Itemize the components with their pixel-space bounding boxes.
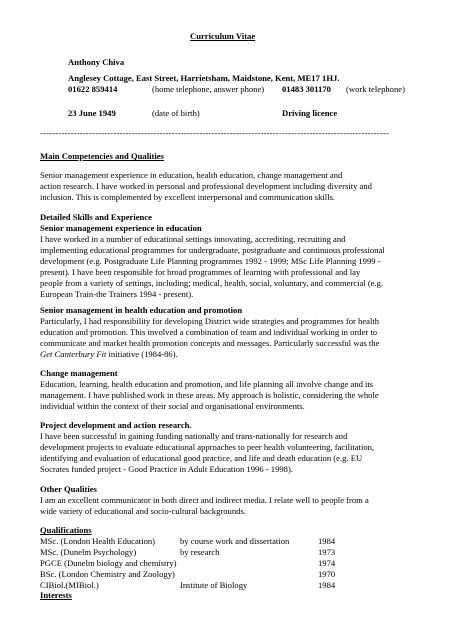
skills-heading: Detailed Skills and Experience xyxy=(40,212,152,222)
change-management-heading: Change management xyxy=(40,368,118,378)
paragraph-line: Socrates funded project - Good Practice in Adult Education 1996 - 1998). xyxy=(40,464,293,475)
paragraph-line: individual within the context of their social and organisational environments. xyxy=(40,401,305,412)
home-phone-note: (home telephone, answer phone) xyxy=(152,84,265,94)
divider-line: ------------------------------------------------------------------------------------------------------------------ xyxy=(40,128,390,138)
paragraph-line: wide variety of educational and socio-cultural backgrounds. xyxy=(40,506,246,517)
paragraph-line: Education, learning, health education and promotion, and life planning all involve change and its xyxy=(40,379,374,389)
paragraph-line: Particularly, I had responsibility for developing District wide strategies and programmes for health xyxy=(40,316,380,326)
qualification-degree: PGCE (Dunelm biology and chemistry) xyxy=(40,558,177,568)
senior-health-paragraph xyxy=(40,316,412,360)
change-management-paragraph xyxy=(40,379,412,412)
paragraph-line: I have worked in a number of educational settings innovating, accrediting, recruiting and xyxy=(40,234,346,244)
competencies-paragraph xyxy=(40,170,412,203)
qualification-degree: BSc. (London Chemistry and Zoology) xyxy=(40,569,175,579)
paragraph-line: people from a variety of settings, including; medical, health, social, voluntary, and commercial (e.g. xyxy=(40,278,384,289)
date-of-birth-note: (date of birth) xyxy=(152,108,200,118)
driving-licence: Driving licence xyxy=(282,108,338,118)
paragraph-line: I have been successful in gaining funding nationally and trans-nationally for research and xyxy=(40,431,348,441)
paragraph-line: Senior management experience in education, health education, change management and xyxy=(40,170,343,180)
initiative-name: Get Canterbury Fit xyxy=(40,349,107,360)
qualification-degree: MSc. (Dunelm Psychology) xyxy=(40,547,137,557)
qualification-year: 1984 xyxy=(318,536,336,546)
qualification-year: 1973 xyxy=(318,547,336,557)
other-qualities-paragraph xyxy=(40,495,412,517)
date-of-birth: 23 June 1949 xyxy=(68,108,116,118)
project-heading: Project development and action research. xyxy=(40,420,192,430)
work-phone: 01483 301170 xyxy=(282,84,331,94)
paragraph-line: development projects to evaluate educational approaches to peer health volunteering, facilitation, xyxy=(40,442,375,453)
document-title: Curriculum Vitae xyxy=(190,31,256,41)
qualification-year: 1970 xyxy=(318,569,336,579)
qualification-year: 1974 xyxy=(318,558,336,568)
qualification-year: 1984 xyxy=(318,580,336,590)
initiative-tail: initiative (1984-86). xyxy=(106,349,178,360)
address: Anglesey Cottage, East Street, Harrietsham, Maidstone, Kent, ME17 1HJ. xyxy=(68,73,340,83)
paragraph-line: development (e.g. Postgraduate Life Planning programmes 1992 - 1999; MSc Life Planning 1999 - xyxy=(40,256,381,267)
qualifications-heading: Qualifications xyxy=(40,525,92,535)
paragraph-line xyxy=(40,349,412,360)
paragraph-line: action research. I have worked in personal and professional development including diversity and xyxy=(40,181,372,192)
paragraph-line: present). I have been responsible for broad programmes of learning with professional and lay xyxy=(40,267,361,278)
senior-education-paragraph xyxy=(40,234,412,301)
interests-heading: Interests xyxy=(40,590,72,600)
qualification-detail: by course work and dissertation xyxy=(180,536,290,546)
candidate-name: Anthony Chiva xyxy=(68,57,125,67)
paragraph-line: inclusion. This is complemented by excellent interpersonal and communication skills. xyxy=(40,192,336,203)
senior-health-heading: Senior management in health education and promotion xyxy=(40,305,243,315)
paragraph-line: European Train-the Trainers 1994 - present). xyxy=(40,289,194,300)
project-paragraph xyxy=(40,431,412,475)
paragraph-line: identifying and evaluation of educational good practice, and life and death education (e.g. EU xyxy=(40,453,363,464)
paragraph-line: education and promotion. This involved a combination of team and individual working in order to xyxy=(40,327,378,338)
other-qualities-heading: Other Qualities xyxy=(40,484,97,494)
qualification-degree: CIBiol.(MIBiol.) xyxy=(40,580,99,590)
home-phone: 01622 859414 xyxy=(68,84,118,94)
paragraph-line: communicate and market health promotion concepts and messages. Particularly successful was the xyxy=(40,338,380,349)
qualification-detail: by research xyxy=(180,547,220,557)
qualification-detail: Institute of Biology xyxy=(180,580,248,590)
competencies-heading: Main Competencies and Qualities xyxy=(40,151,164,161)
work-phone-note: (work telephone) xyxy=(346,84,405,94)
paragraph-line: implementing educational programmes for undergraduate, postgraduate and continuous professional xyxy=(40,245,385,256)
paragraph-line: management. I have published work in these areas. My approach is holistic, considering the whole xyxy=(40,390,379,401)
qualification-degree: MSc. (London Health Education) xyxy=(40,536,156,546)
paragraph-line: I am an excellent communicator in both direct and indirect media. I relate well to people from a xyxy=(40,495,369,505)
senior-education-heading: Senior management experience in education xyxy=(40,223,202,233)
